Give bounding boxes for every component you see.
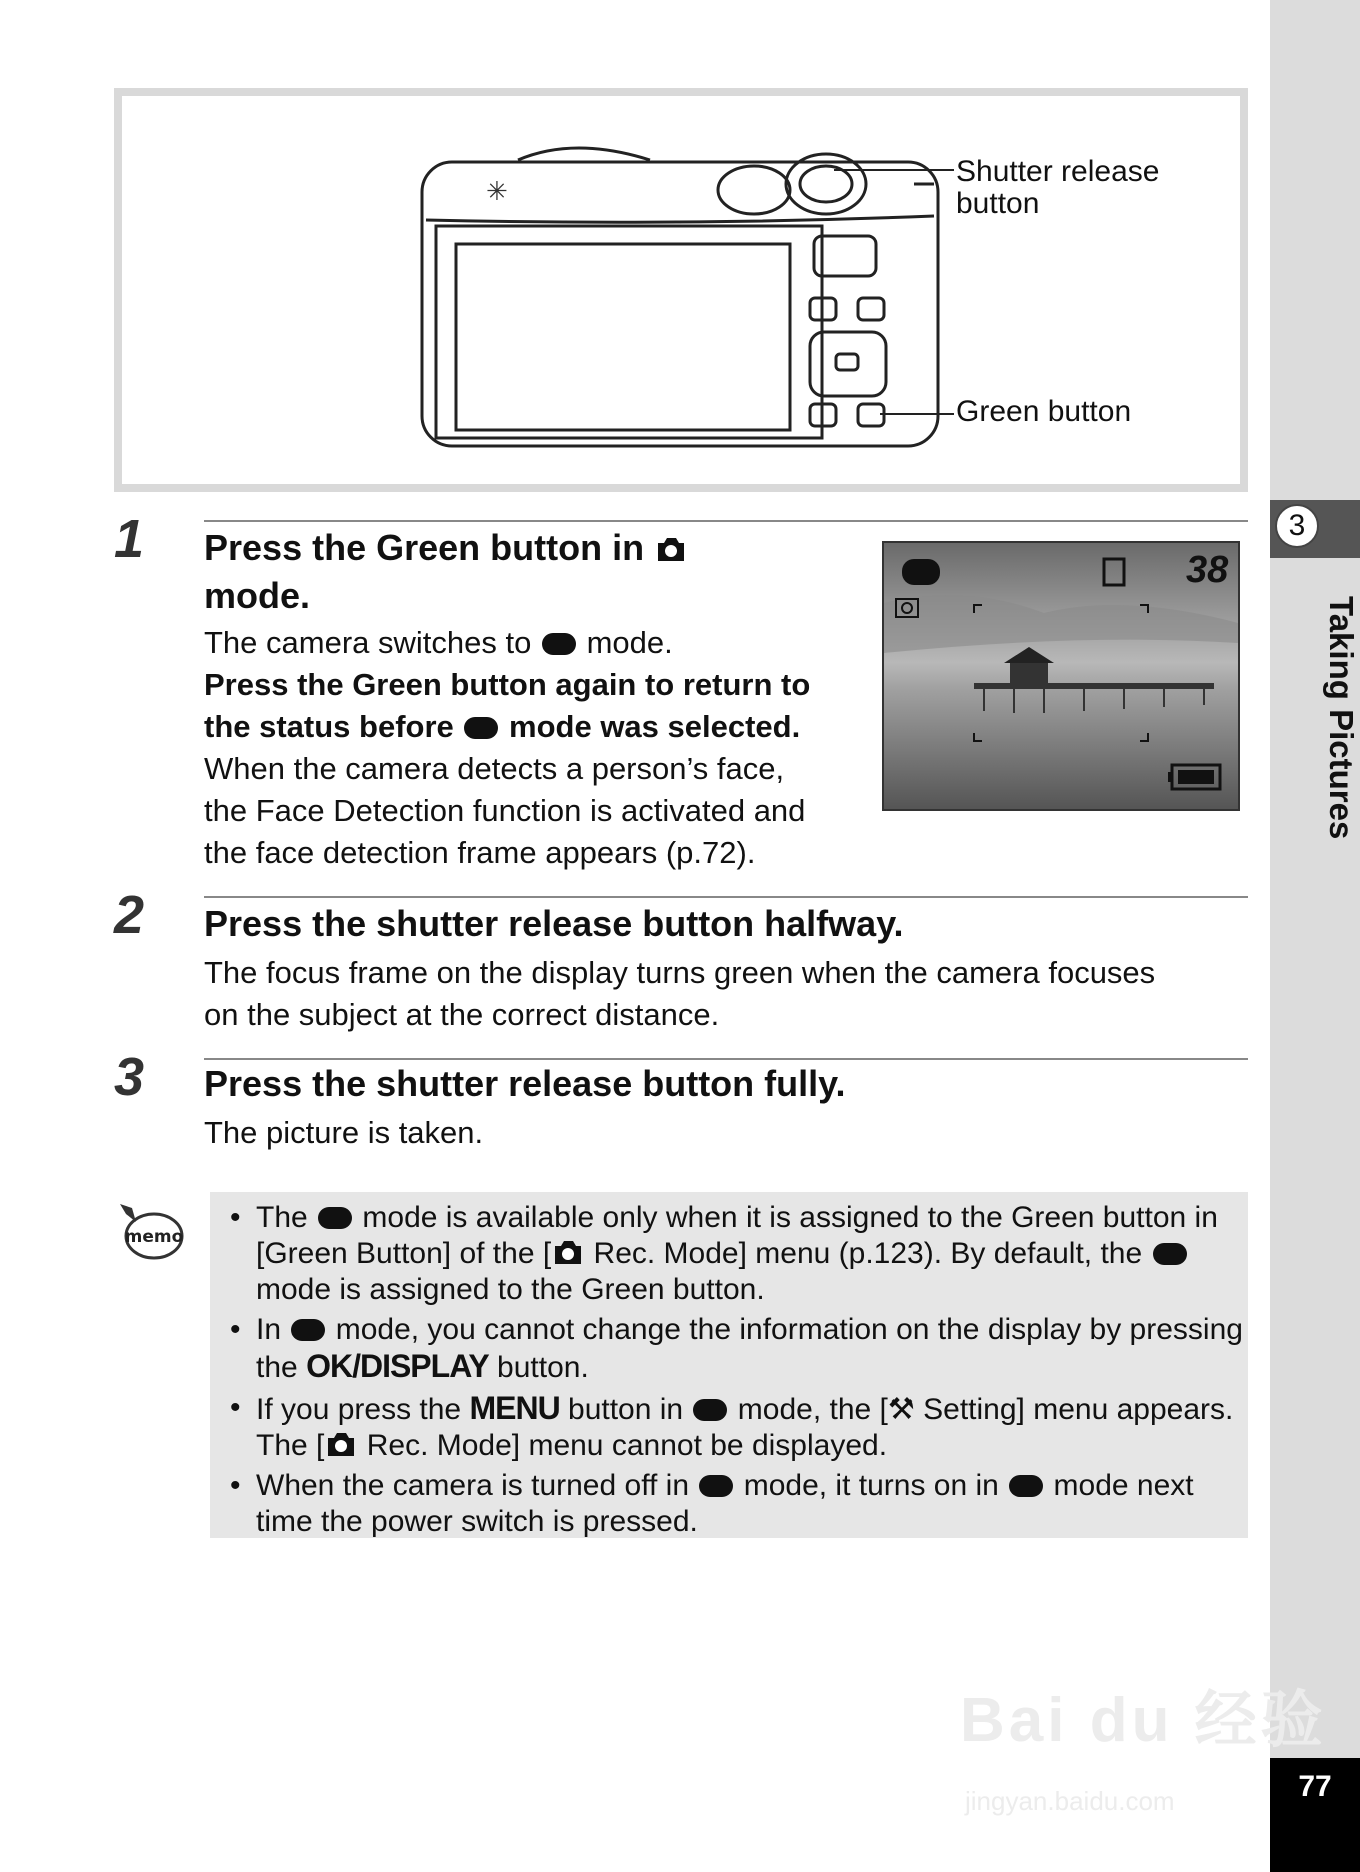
- step1-line1: The camera switches to mode.: [204, 625, 673, 660]
- green-mode-icon: [1009, 1475, 1043, 1497]
- step1-line5: the face detection frame appears (p.72).: [204, 835, 756, 870]
- step2-line2: on the subject at the correct distance.: [204, 997, 720, 1032]
- memo-list: [226, 1192, 1246, 1544]
- memo-item-4: • When the camera is turned off in mode, it turns on in mode next time the power switch is pressed.: [226, 1468, 1246, 1540]
- green-mode-icon: [1153, 1243, 1187, 1265]
- step2-line1: The focus frame on the display turns green when the camera focuses: [204, 955, 1156, 990]
- chapter-title: Taking Pictures: [1323, 596, 1360, 840]
- callout-shutter-release: Shutter release button: [956, 155, 1160, 220]
- camera-mode-icon: [551, 1238, 585, 1266]
- step1-line3: When the camera detects a person’s face,: [204, 751, 785, 786]
- green-mode-icon: [699, 1475, 733, 1497]
- step1-bold-line2: the status before mode was selected.: [204, 709, 801, 744]
- svg-text:✳: ✳: [486, 177, 508, 207]
- step1-body: [204, 622, 884, 874]
- green-mode-icon: [291, 1319, 325, 1341]
- camera-back-illustration: [414, 140, 954, 450]
- step3-number: 3: [114, 1047, 145, 1107]
- step2-heading: Press the shutter release button halfway.: [204, 903, 904, 944]
- ok-display-key: OK/DISPLAY: [306, 1348, 489, 1384]
- lcd-scene-image: [884, 543, 1238, 809]
- camera-mode-icon: [654, 535, 688, 563]
- green-mode-icon: [693, 1399, 727, 1421]
- step1-heading-part1: Press the Green button in: [204, 527, 645, 568]
- step1-heading-part2: mode.: [204, 575, 311, 616]
- wrench-icon: ⚒: [887, 1393, 915, 1426]
- chapter-number: 3: [1275, 504, 1319, 548]
- step3-line1: The picture is taken.: [204, 1115, 484, 1150]
- memo-item-2: • In mode, you cannot change the information on the display by pressing the OK/DISPLAY button.: [226, 1312, 1246, 1386]
- callout-green-button: Green button: [956, 395, 1132, 428]
- green-mode-icon: [542, 633, 576, 655]
- step1-number: 1: [114, 509, 145, 569]
- step1-bold-line1: Press the Green button again to return to: [204, 667, 811, 702]
- memo-icon: [116, 1200, 186, 1264]
- step2-number: 2: [114, 885, 145, 945]
- memo-item-1: • The mode is available only when it is assigned to the Green button in [Green Button] of the [ Rec. Mode] menu (p.123). By default, the mode is assigned to the Green button.: [226, 1200, 1246, 1308]
- lcd-shots-remaining: 38: [1186, 549, 1229, 591]
- green-mode-icon: [464, 717, 498, 739]
- step2-rule: [204, 896, 1248, 898]
- menu-key: MENU: [469, 1390, 560, 1426]
- baidu-watermark: Bai du 经验: [960, 1686, 1327, 1755]
- step1-heading: [204, 524, 844, 620]
- step3-heading: Press the shutter release button fully.: [204, 1063, 846, 1104]
- green-mode-icon: [318, 1207, 352, 1229]
- lcd-preview: [882, 541, 1240, 811]
- memo-item-3: • If you press the MENU button in mode, the [⚒ Setting] menu appears. The [ Rec. Mode] menu cannot be displayed.: [226, 1390, 1246, 1464]
- baidu-watermark-url: jingyan.baidu.com: [965, 1786, 1175, 1816]
- side-strip: [1270, 0, 1360, 1872]
- page-number: 77: [1298, 1770, 1332, 1803]
- step2-body: [204, 952, 1248, 1036]
- step1-line4: the Face Detection function is activated and: [204, 793, 806, 828]
- memo-icon-label: memo: [124, 1227, 184, 1247]
- step1-rule: [204, 520, 1248, 522]
- lcd-green-mode-icon: [902, 559, 940, 585]
- camera-mode-icon: [324, 1430, 358, 1458]
